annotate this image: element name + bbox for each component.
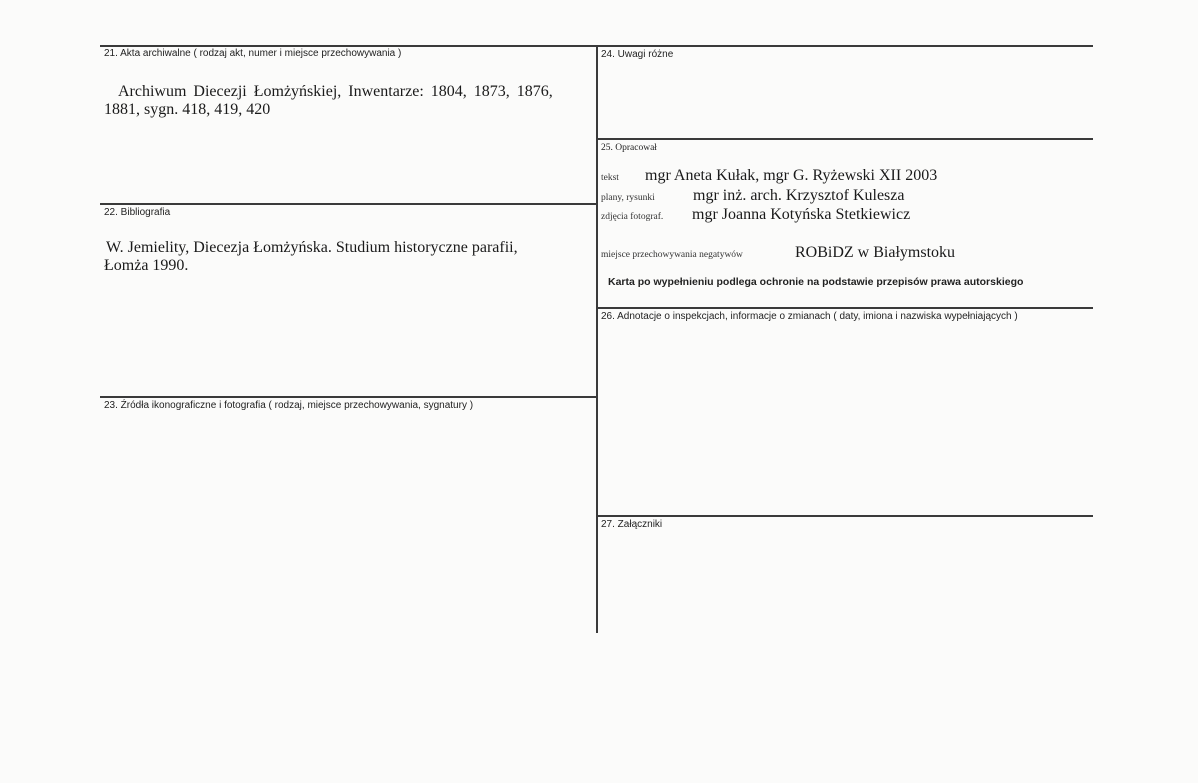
section-21-label: 21. Akta archiwalne ( rodzaj akt, numer i miejsce przechowywania ) — [104, 48, 402, 59]
rule-27 — [597, 515, 1093, 517]
section-21-line-1: Archiwum Diecezji Łomżyńskiej, Inwentarze: 1804, 1873, 1876, — [118, 83, 553, 100]
author-plans-row — [601, 187, 904, 205]
section-21-line-2: 1881, sygn. 418, 419, 420 — [104, 101, 271, 118]
author-negatives-row — [601, 244, 955, 262]
section-22-line-2: Łomża 1990. — [104, 257, 189, 274]
section-22-content — [104, 239, 596, 275]
author-text-label: tekst — [601, 173, 619, 183]
section-21-content — [104, 83, 596, 119]
author-photos-row — [601, 206, 910, 224]
author-negatives-value: ROBiDZ w Białymstoku — [795, 244, 956, 261]
section-23-label: 23. Źródła ikonograficzne i fotografia ( rodzaj, miejsce przechowywania, sygnatury ) — [104, 400, 474, 411]
rule-top-left — [100, 45, 597, 47]
author-photos-label: zdjęcia fotograf. — [601, 212, 664, 222]
section-25-label: 25. Opracował — [601, 143, 657, 153]
rule-top-right — [597, 45, 1093, 47]
author-photos-value: mgr Joanna Kotyńska Stetkiewicz — [692, 206, 911, 223]
author-text-row — [601, 167, 937, 185]
copyright-notice: Karta po wypełnieniu podlega ochronie na podstawie przepisów prawa autorskiego — [608, 276, 1024, 288]
author-plans-value: mgr inż. arch. Krzysztof Kulesza — [693, 187, 905, 204]
rule-22 — [100, 203, 597, 205]
rule-26 — [597, 307, 1093, 309]
author-plans-label: plany, rysunki — [601, 193, 655, 203]
section-24-label: 24. Uwagi różne — [601, 49, 674, 60]
rule-25 — [597, 138, 1093, 140]
section-22-line-1: W. Jemielity, Diecezja Łomżyńska. Studium historyczne parafii, — [106, 239, 518, 256]
author-text-value: mgr Aneta Kułak, mgr G. Ryżewski XII 2003 — [645, 167, 938, 184]
column-divider — [596, 45, 598, 633]
section-27-label: 27. Załączniki — [601, 519, 663, 530]
rule-23 — [100, 396, 597, 398]
section-22-label: 22. Bibliografia — [104, 207, 171, 218]
author-negatives-label: miejsce przechowywania negatywów — [601, 250, 743, 260]
section-26-label: 26. Adnotacje o inspekcjach, informacje o zmianach ( daty, imiona i nazwiska wypełniających ) — [601, 311, 1018, 322]
